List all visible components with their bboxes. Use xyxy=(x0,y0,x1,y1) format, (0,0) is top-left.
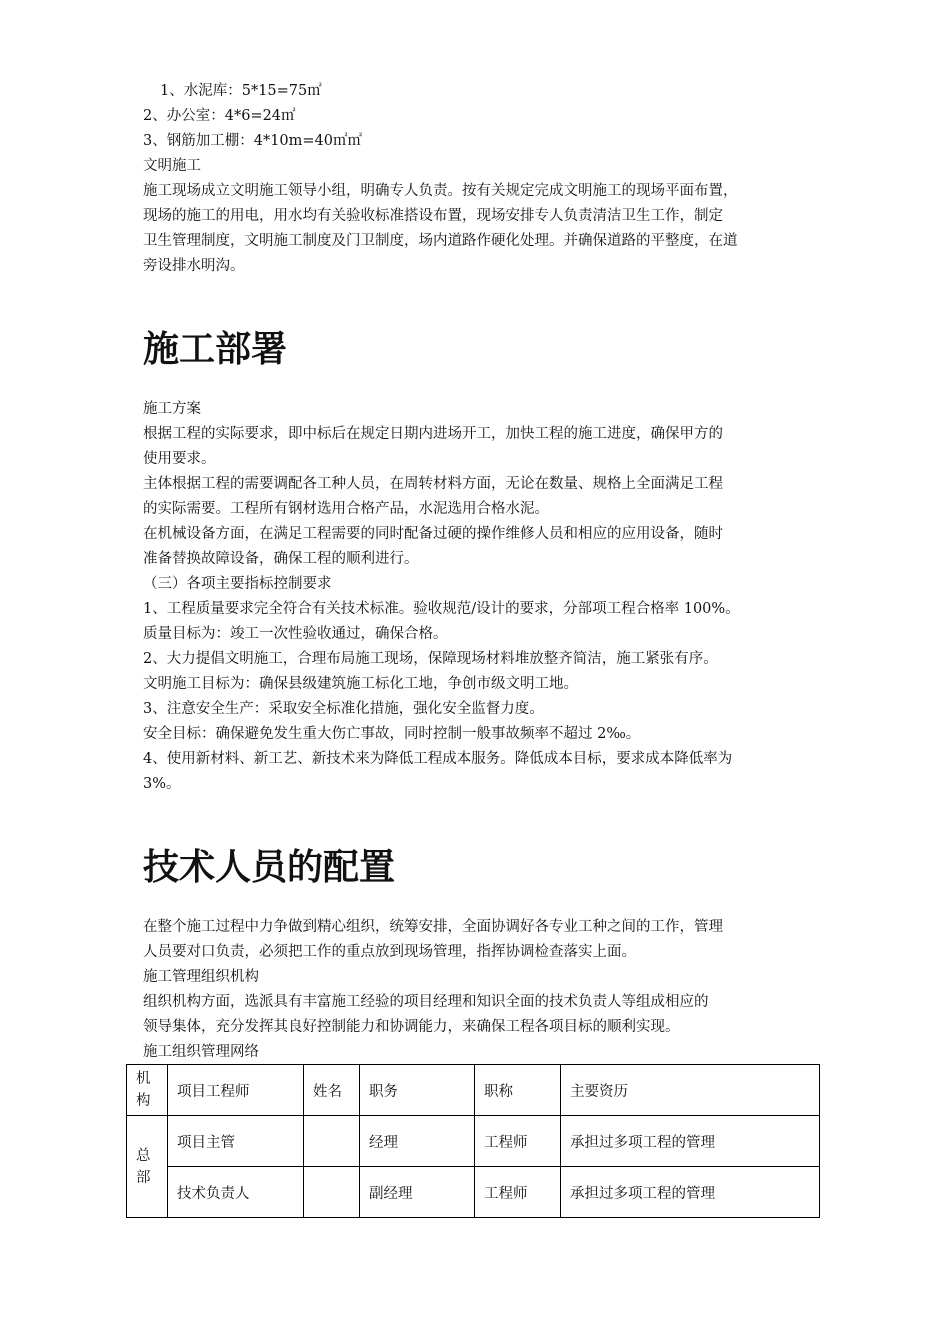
civilized-title: 文明施工 xyxy=(143,158,201,174)
deployment-heading: 施工部署 xyxy=(143,329,288,370)
target-line: 1、工程质量要求完全符合有关技术标准。验收规范/设计的要求，分部项工程合格率 100%。 xyxy=(143,601,740,617)
header-position: 职务 xyxy=(360,1065,475,1116)
table-row xyxy=(127,1116,820,1167)
plan-line: 主体根据工程的需要调配各工种人员，在周转材料方面，无论在数量、规格上全面满足工程 xyxy=(143,476,723,492)
facility-item-1: 1、水泥库：5*15=75㎡ xyxy=(160,83,322,99)
header-engineer: 项目工程师 xyxy=(168,1065,304,1116)
target-line: 质量目标为：竣工一次性验收通过，确保合格。 xyxy=(143,626,448,642)
plan-title: 施工方案 xyxy=(143,401,201,417)
targets-title: （三）各项主要指标控制要求 xyxy=(143,576,332,592)
plan-line: 使用要求。 xyxy=(143,451,216,467)
civilized-line: 施工现场成立文明施工领导小组，明确专人负责。按有关规定完成文明施工的现场平面布置， xyxy=(143,183,738,199)
org-line: 领导集体，充分发挥其良好控制能力和协调能力，来确保工程各项目标的顺利实现。 xyxy=(143,1019,680,1035)
staffing-line: 人员要对口负责，必须把工作的重点放到现场管理，指挥协调检查落实上面。 xyxy=(143,944,636,960)
plan-line: 的实际需要。工程所有钢材选用合格产品，水泥选用合格水泥。 xyxy=(143,501,549,517)
table-cell: 经理 xyxy=(360,1116,475,1167)
table-row xyxy=(127,1167,820,1218)
table-cell: 项目主管 xyxy=(168,1116,304,1167)
target-line: 安全目标：确保避免发生重大伤亡事故，同时控制一般事故频率不超过 2‰。 xyxy=(143,726,641,742)
civilized-line: 卫生管理制度，文明施工制度及门卫制度，场内道路作硬化处理。并确保道路的平整度，在道 xyxy=(143,233,738,249)
target-line: 3、注意安全生产：采取安全标准化措施，强化安全监督力度。 xyxy=(143,701,544,717)
staff-table xyxy=(126,1064,820,1218)
civilized-line: 现场的施工的用电，用水均有关验收标准搭设布置，现场安排专人负责清洁卫生工作，制定 xyxy=(143,208,723,224)
table-cell: 工程师 xyxy=(475,1167,561,1218)
table-cell: 副经理 xyxy=(360,1167,475,1218)
table-cell: 技术负责人 xyxy=(168,1167,304,1218)
table-header-row xyxy=(127,1065,820,1116)
table-cell: 承担过多项工程的管理 xyxy=(561,1167,820,1218)
plan-line: 根据工程的实际要求，即中标后在规定日期内进场开工，加快工程的施工进度，确保甲方的 xyxy=(143,426,723,442)
table-cell xyxy=(304,1167,360,1218)
target-line: 4、使用新材料、新工艺、新技术来为降低工程成本服务。降低成本目标，要求成本降低率为 xyxy=(143,751,733,767)
plan-line: 准备替换故障设备，确保工程的顺利进行。 xyxy=(143,551,419,567)
header-experience: 主要资历 xyxy=(561,1065,820,1116)
civilized-line: 旁设排水明沟。 xyxy=(143,258,245,274)
org-line: 组织机构方面，选派具有丰富施工经验的项目经理和知识全面的技术负责人等组成相应的 xyxy=(143,994,709,1010)
org-title: 施工管理组织机构 xyxy=(143,969,259,985)
staffing-heading: 技术人员的配置 xyxy=(143,847,396,888)
plan-line: 在机械设备方面，在满足工程需要的同时配备过硬的操作维修人员和相应的应用设备，随时 xyxy=(143,526,723,542)
table-cell: 承担过多项工程的管理 xyxy=(561,1116,820,1167)
target-line: 文明施工目标为：确保县级建筑施工标化工地，争创市级文明工地。 xyxy=(143,676,578,692)
facility-item-3: 3、钢筋加工棚：4*10m=40㎡㎡ xyxy=(143,133,363,149)
table-cell xyxy=(304,1116,360,1167)
target-line: 2、大力提倡文明施工，合理布局施工现场，保障现场材料堆放整齐简洁，施工紧张有序。 xyxy=(143,651,718,667)
org-group-cell: 总部 xyxy=(127,1116,168,1218)
table-cell: 工程师 xyxy=(475,1116,561,1167)
target-line: 3%。 xyxy=(143,776,181,792)
header-org: 机构 xyxy=(127,1065,168,1116)
header-title: 职称 xyxy=(475,1065,561,1116)
facility-item-2: 2、办公室：4*6=24㎡ xyxy=(143,108,296,124)
network-title: 施工组织管理网络 xyxy=(143,1044,259,1060)
staffing-line: 在整个施工过程中力争做到精心组织，统筹安排，全面协调好各专业工种之间的工作，管理 xyxy=(143,919,723,935)
header-name: 姓名 xyxy=(304,1065,360,1116)
